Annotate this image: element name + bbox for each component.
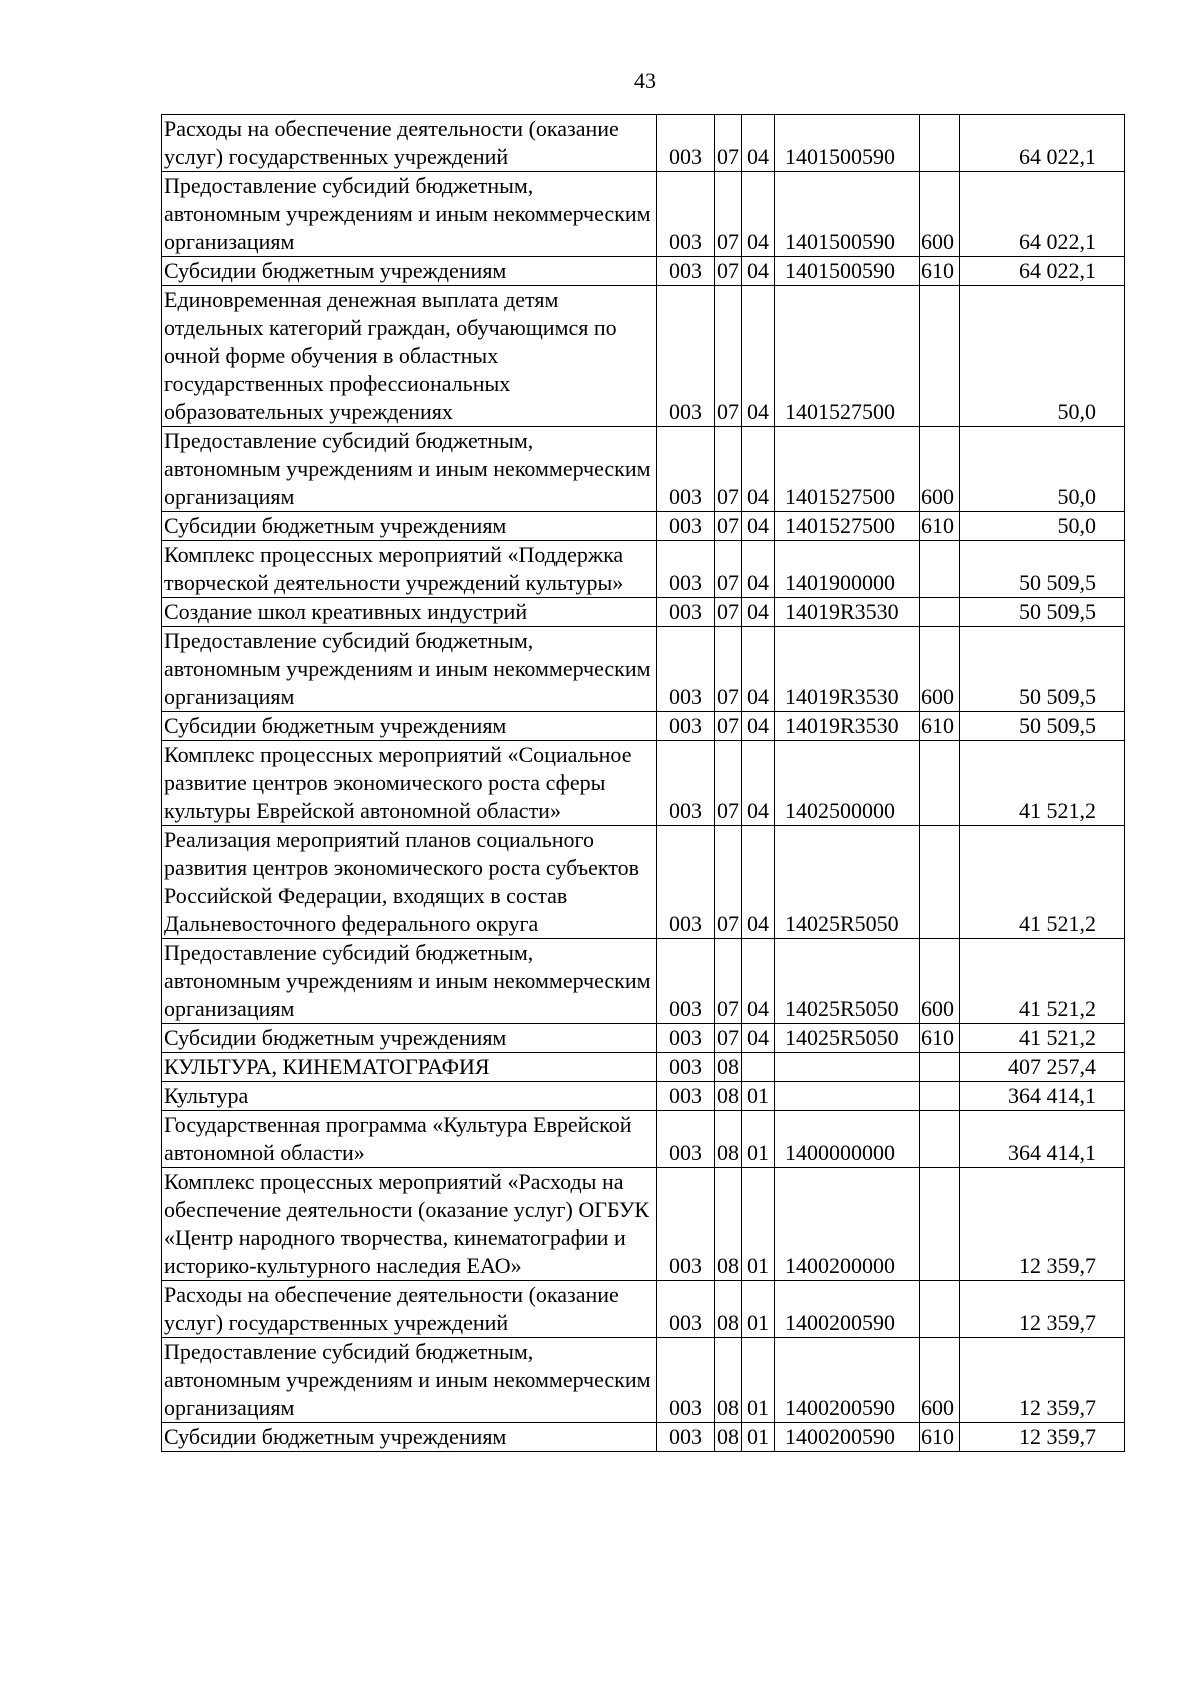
row-target-article: 14025R5050 [775, 1024, 920, 1053]
row-ministry-code: 003 [657, 512, 715, 541]
row-amount: 50 509,5 [960, 541, 1125, 598]
row-subsection-code: 01 [742, 1111, 775, 1168]
row-amount: 41 521,2 [960, 1024, 1125, 1053]
row-ministry-code: 003 [657, 172, 715, 257]
table-row [162, 741, 1125, 826]
row-amount: 41 521,2 [960, 741, 1125, 826]
row-name: Государственная программа «Культура Еврейской автономной области» [162, 1111, 657, 1168]
row-amount: 64 022,1 [960, 115, 1125, 172]
row-section-code: 07 [715, 741, 742, 826]
row-subsection-code: 01 [742, 1281, 775, 1338]
row-expense-type [920, 598, 960, 627]
table-row [162, 541, 1125, 598]
row-name: Предоставление субсидий бюджетным, автономным учреждениям и иным некоммерческим организациям [162, 627, 657, 712]
row-amount: 364 414,1 [960, 1082, 1125, 1111]
row-target-article [775, 1082, 920, 1111]
table-row [162, 826, 1125, 939]
table-row [162, 115, 1125, 172]
table-row [162, 286, 1125, 427]
row-subsection-code: 04 [742, 1024, 775, 1053]
row-name: Комплекс процессных мероприятий «Расходы на обеспечение деятельности (оказание услуг) ОГБУК «Центр народного творчества, кинематографии и историко-культурного наследия ЕАО» [162, 1168, 657, 1281]
row-amount: 41 521,2 [960, 939, 1125, 1024]
row-target-article: 1402500000 [775, 741, 920, 826]
row-expense-type: 610 [920, 712, 960, 741]
row-name: Предоставление субсидий бюджетным, автономным учреждениям и иным некоммерческим организациям [162, 172, 657, 257]
row-subsection-code: 04 [742, 115, 775, 172]
row-section-code: 07 [715, 512, 742, 541]
row-section-code: 07 [715, 712, 742, 741]
row-ministry-code: 003 [657, 627, 715, 712]
row-expense-type: 600 [920, 1338, 960, 1423]
row-section-code: 07 [715, 627, 742, 712]
row-target-article: 14019R3530 [775, 712, 920, 741]
row-amount: 50,0 [960, 512, 1125, 541]
row-expense-type [920, 286, 960, 427]
row-subsection-code: 01 [742, 1168, 775, 1281]
row-section-code: 08 [715, 1111, 742, 1168]
table-row [162, 172, 1125, 257]
row-expense-type: 610 [920, 1024, 960, 1053]
row-expense-type [920, 115, 960, 172]
row-amount: 12 359,7 [960, 1168, 1125, 1281]
row-amount: 407 257,4 [960, 1053, 1125, 1082]
row-name: Комплекс процессных мероприятий «Поддержка творческой деятельности учреждений культуры» [162, 541, 657, 598]
row-amount: 364 414,1 [960, 1111, 1125, 1168]
row-subsection-code: 04 [742, 627, 775, 712]
table-row [162, 1281, 1125, 1338]
row-amount: 41 521,2 [960, 826, 1125, 939]
row-section-code: 07 [715, 598, 742, 627]
row-subsection-code: 04 [742, 286, 775, 427]
row-ministry-code: 003 [657, 1168, 715, 1281]
row-expense-type: 600 [920, 427, 960, 512]
table-row [162, 1082, 1125, 1111]
row-expense-type [920, 1053, 960, 1082]
row-name: Субсидии бюджетным учреждениям [162, 1024, 657, 1053]
row-expense-type: 600 [920, 939, 960, 1024]
row-name: Расходы на обеспечение деятельности (оказание услуг) государственных учреждений [162, 115, 657, 172]
row-section-code: 08 [715, 1168, 742, 1281]
table-row [162, 1168, 1125, 1281]
row-ministry-code: 003 [657, 826, 715, 939]
row-ministry-code: 003 [657, 939, 715, 1024]
row-target-article: 1401527500 [775, 512, 920, 541]
row-section-code: 08 [715, 1281, 742, 1338]
row-name: Предоставление субсидий бюджетным, автономным учреждениям и иным некоммерческим организациям [162, 427, 657, 512]
table-row [162, 512, 1125, 541]
row-amount: 64 022,1 [960, 172, 1125, 257]
row-expense-type [920, 1111, 960, 1168]
table-row [162, 1423, 1125, 1452]
page-number: 43 [634, 68, 656, 93]
row-section-code: 07 [715, 826, 742, 939]
row-amount: 12 359,7 [960, 1281, 1125, 1338]
row-subsection-code: 01 [742, 1423, 775, 1452]
row-expense-type [920, 541, 960, 598]
row-ministry-code: 003 [657, 1082, 715, 1111]
row-target-article: 1401500590 [775, 257, 920, 286]
row-expense-type: 600 [920, 627, 960, 712]
row-ministry-code: 003 [657, 427, 715, 512]
row-name: Субсидии бюджетным учреждениям [162, 1423, 657, 1452]
row-amount: 12 359,7 [960, 1338, 1125, 1423]
row-ministry-code: 003 [657, 1423, 715, 1452]
row-ministry-code: 003 [657, 115, 715, 172]
table-row [162, 939, 1125, 1024]
row-name: КУЛЬТУРА, КИНЕМАТОГРАФИЯ [162, 1053, 657, 1082]
row-name: Создание школ креативных индустрий [162, 598, 657, 627]
row-ministry-code: 003 [657, 257, 715, 286]
table-row [162, 1053, 1125, 1082]
row-section-code: 07 [715, 257, 742, 286]
row-ministry-code: 003 [657, 1338, 715, 1423]
row-ministry-code: 003 [657, 1053, 715, 1082]
row-subsection-code: 04 [742, 826, 775, 939]
row-amount: 50 509,5 [960, 712, 1125, 741]
row-section-code: 07 [715, 541, 742, 598]
row-target-article: 1401500590 [775, 172, 920, 257]
row-ministry-code: 003 [657, 286, 715, 427]
row-subsection-code: 04 [742, 257, 775, 286]
row-ministry-code: 003 [657, 1111, 715, 1168]
row-section-code: 08 [715, 1053, 742, 1082]
row-subsection-code: 01 [742, 1082, 775, 1111]
row-target-article: 1400200590 [775, 1281, 920, 1338]
row-target-article: 14019R3530 [775, 627, 920, 712]
row-target-article: 1401527500 [775, 286, 920, 427]
row-expense-type: 600 [920, 172, 960, 257]
row-name: Реализация мероприятий планов социального развития центров экономического роста субъектов Российской Федерации, входящих в состав Дальневосточного федерального округа [162, 826, 657, 939]
row-subsection-code: 01 [742, 1338, 775, 1423]
table-row [162, 427, 1125, 512]
row-amount: 12 359,7 [960, 1423, 1125, 1452]
row-subsection-code: 04 [742, 172, 775, 257]
row-target-article: 1401500590 [775, 115, 920, 172]
row-section-code: 07 [715, 286, 742, 427]
row-expense-type [920, 826, 960, 939]
row-name: Культура [162, 1082, 657, 1111]
row-amount: 50 509,5 [960, 598, 1125, 627]
row-ministry-code: 003 [657, 1281, 715, 1338]
row-expense-type [920, 1168, 960, 1281]
row-section-code: 07 [715, 115, 742, 172]
row-subsection-code: 04 [742, 939, 775, 1024]
row-target-article: 1400200590 [775, 1423, 920, 1452]
row-amount: 50,0 [960, 427, 1125, 512]
row-subsection-code [742, 1053, 775, 1082]
row-expense-type [920, 1082, 960, 1111]
row-amount: 64 022,1 [960, 257, 1125, 286]
table-row [162, 257, 1125, 286]
row-section-code: 08 [715, 1423, 742, 1452]
row-target-article: 14025R5050 [775, 826, 920, 939]
row-ministry-code: 003 [657, 598, 715, 627]
table-row [162, 1338, 1125, 1423]
row-expense-type [920, 741, 960, 826]
table-row [162, 1024, 1125, 1053]
row-ministry-code: 003 [657, 1024, 715, 1053]
table-row [162, 712, 1125, 741]
row-ministry-code: 003 [657, 712, 715, 741]
row-amount: 50 509,5 [960, 627, 1125, 712]
row-name: Субсидии бюджетным учреждениям [162, 512, 657, 541]
row-expense-type: 610 [920, 512, 960, 541]
row-subsection-code: 04 [742, 598, 775, 627]
row-name: Предоставление субсидий бюджетным, автономным учреждениям и иным некоммерческим организациям [162, 1338, 657, 1423]
row-section-code: 08 [715, 1082, 742, 1111]
row-subsection-code: 04 [742, 541, 775, 598]
row-name: Расходы на обеспечение деятельности (оказание услуг) государственных учреждений [162, 1281, 657, 1338]
row-subsection-code: 04 [742, 512, 775, 541]
table-row [162, 598, 1125, 627]
row-name: Субсидии бюджетным учреждениям [162, 712, 657, 741]
table-row [162, 627, 1125, 712]
row-target-article: 1400000000 [775, 1111, 920, 1168]
row-target-article: 1401900000 [775, 541, 920, 598]
row-ministry-code: 003 [657, 541, 715, 598]
row-target-article: 14025R5050 [775, 939, 920, 1024]
row-expense-type: 610 [920, 1423, 960, 1452]
row-section-code: 08 [715, 1338, 742, 1423]
budget-table [161, 114, 1125, 1452]
row-subsection-code: 04 [742, 427, 775, 512]
row-expense-type: 610 [920, 257, 960, 286]
row-section-code: 07 [715, 427, 742, 512]
row-section-code: 07 [715, 172, 742, 257]
row-name: Комплекс процессных мероприятий «Социальное развитие центров экономического роста сферы культуры Еврейской автономной области» [162, 741, 657, 826]
row-target-article: 1400200590 [775, 1338, 920, 1423]
row-expense-type [920, 1281, 960, 1338]
row-subsection-code: 04 [742, 741, 775, 826]
row-name: Субсидии бюджетным учреждениям [162, 257, 657, 286]
budget-table-body [162, 115, 1125, 1452]
row-amount: 50,0 [960, 286, 1125, 427]
row-name: Предоставление субсидий бюджетным, автономным учреждениям и иным некоммерческим организациям [162, 939, 657, 1024]
row-target-article: 14019R3530 [775, 598, 920, 627]
row-section-code: 07 [715, 1024, 742, 1053]
row-section-code: 07 [715, 939, 742, 1024]
row-ministry-code: 003 [657, 741, 715, 826]
row-subsection-code: 04 [742, 712, 775, 741]
row-name: Единовременная денежная выплата детям отдельных категорий граждан, обучающимся по очной форме обучения в областных государственных профессиональных образовательных учреждениях [162, 286, 657, 427]
row-target-article: 1401527500 [775, 427, 920, 512]
table-row [162, 1111, 1125, 1168]
row-target-article: 1400200000 [775, 1168, 920, 1281]
row-target-article [775, 1053, 920, 1082]
